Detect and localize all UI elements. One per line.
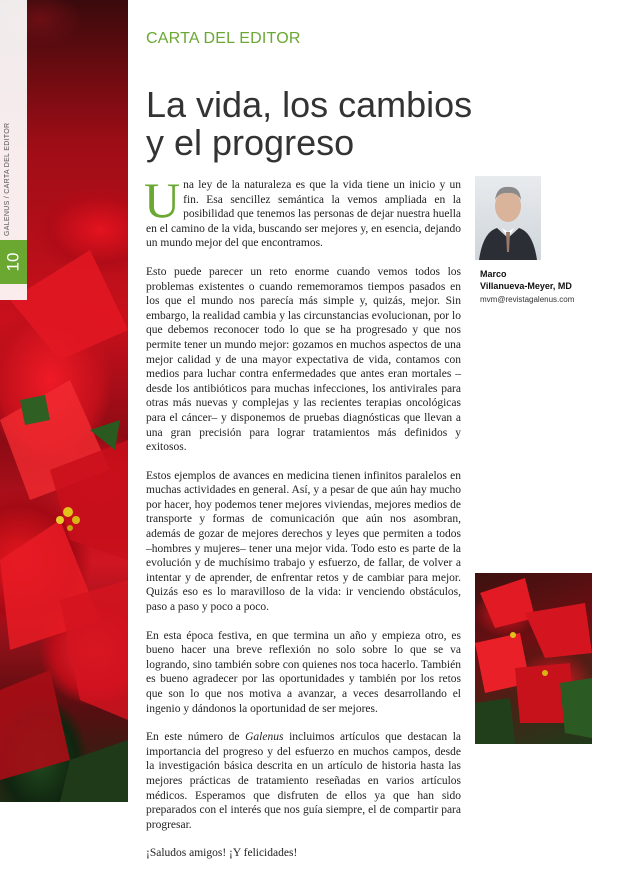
title-line-1: La vida, los cambios bbox=[146, 84, 473, 125]
page-title bbox=[146, 86, 526, 162]
author-email: mvm@revistagalenus.com bbox=[480, 295, 575, 304]
title-line-2: y el progreso bbox=[146, 122, 355, 163]
paragraph-5-rest: incluimos artículos que destacan la importancia del progreso y del esfuerzo en muchos campos, desde la investigación básica descrita en un artículo de historia hasta las mejores prácticas de tratamiento reseñadas en varios artículos médicos. Esperamos que disfruten de ellos ya que han sido preparados con el interés que nos guía siempre, el de compartir para progresar. bbox=[146, 731, 461, 831]
page-number: 10 bbox=[3, 252, 23, 272]
paragraph-1 bbox=[144, 172, 461, 251]
running-head: GALENUS / CARTA DEL EDITOR bbox=[4, 122, 11, 236]
author-first-name: Marco bbox=[480, 269, 507, 279]
poinsettia-photo-strip bbox=[0, 0, 128, 802]
author-portrait bbox=[475, 176, 541, 260]
author-name bbox=[480, 268, 610, 292]
paragraph-2: Esto puede parecer un reto enorme cuando vemos todos los problemas existentes o cuando rememoramos tiempos pasados en los que el mundo nos parecía más simple y, quizás, mejor. Sin embargo, la realidad cambia y las circunstancias evolucionan, por lo que debemos reconocer todo lo que se ha progresado y que nos permite tener un mundo mejor: gozamos en muchos aspectos de una mejor calidad y de una mayor expectativa de vida, contamos con medios para luchar contra enfermedades que antes eran mortales –desde los antibióticos para muchas infecciones, los antivirales para otras más nuevas y complejas y las recientes terapias oncológicas para el cáncer– y disponemos de pruebas diagnósticas que llevan a una gran precisión para lograr tratamientos más definidos y exitosos. bbox=[146, 265, 461, 454]
closing-line: ¡Saludos amigos! ¡Y felicidades! bbox=[146, 847, 298, 860]
paragraph-1-text: na ley de la naturaleza es que la vida tiene un inicio y un fin. Esa sencillez semántica la vemos ampliada en la posibilidad que tenemos las personas de dejar nuestra huella en el camino de la vida, buscando ser mejores y, en esencia, dejando un mundo mejor del que encontramos. bbox=[146, 179, 461, 250]
paragraph-5-start: En este número de bbox=[146, 731, 246, 744]
paragraph-3: Estos ejemplos de avances en medicina tienen infinitos paralelos en muchas actividades en general. Así, y a pesar de que aún hay mucho por hacer, hoy podemos tener mejores viviendas, mejores medios de transporte y formas de comunicación que aún nos asombran, además de gozar de mejores derechos y leyes que permiten a todos –hombres y mujeres– tener una mejor vida. Todo esto es parte de la evolución y de muchísimo trabajo y esfuerzo, de fallar, de volver a intentar y de aprender, de enfrentar retos y de cambiar para mejor. Quizás eso es lo maravilloso de la vida: ir venciendo obstáculos, paso a paso y poco a poco. bbox=[146, 469, 461, 614]
poinsettia-photo-illustration bbox=[475, 573, 592, 744]
magazine-name: Galenus bbox=[245, 731, 284, 744]
article-body bbox=[144, 172, 461, 875]
paragraph-5 bbox=[146, 730, 461, 832]
page-number-badge bbox=[0, 240, 27, 284]
author-last-name: Villanueva-Meyer, MD bbox=[480, 281, 572, 291]
paragraph-4: En esta época festiva, en que termina un año y empieza otro, es bueno hacer una breve reflexión no solo sobre lo que se va logrando, sino también sobre con quienes nos toca hacerlo. También es bueno agradecer por las oportunidades y también por los retos que son lo que nos motiva a avanzar, a veces desarrollando el ingenio y dándonos la oportunidad de ser mejores. bbox=[146, 629, 461, 715]
drop-cap: U bbox=[144, 172, 181, 228]
poinsettia-photo bbox=[475, 573, 592, 744]
author-photo bbox=[475, 176, 541, 260]
section-label: CARTA DEL EDITOR bbox=[146, 30, 301, 47]
